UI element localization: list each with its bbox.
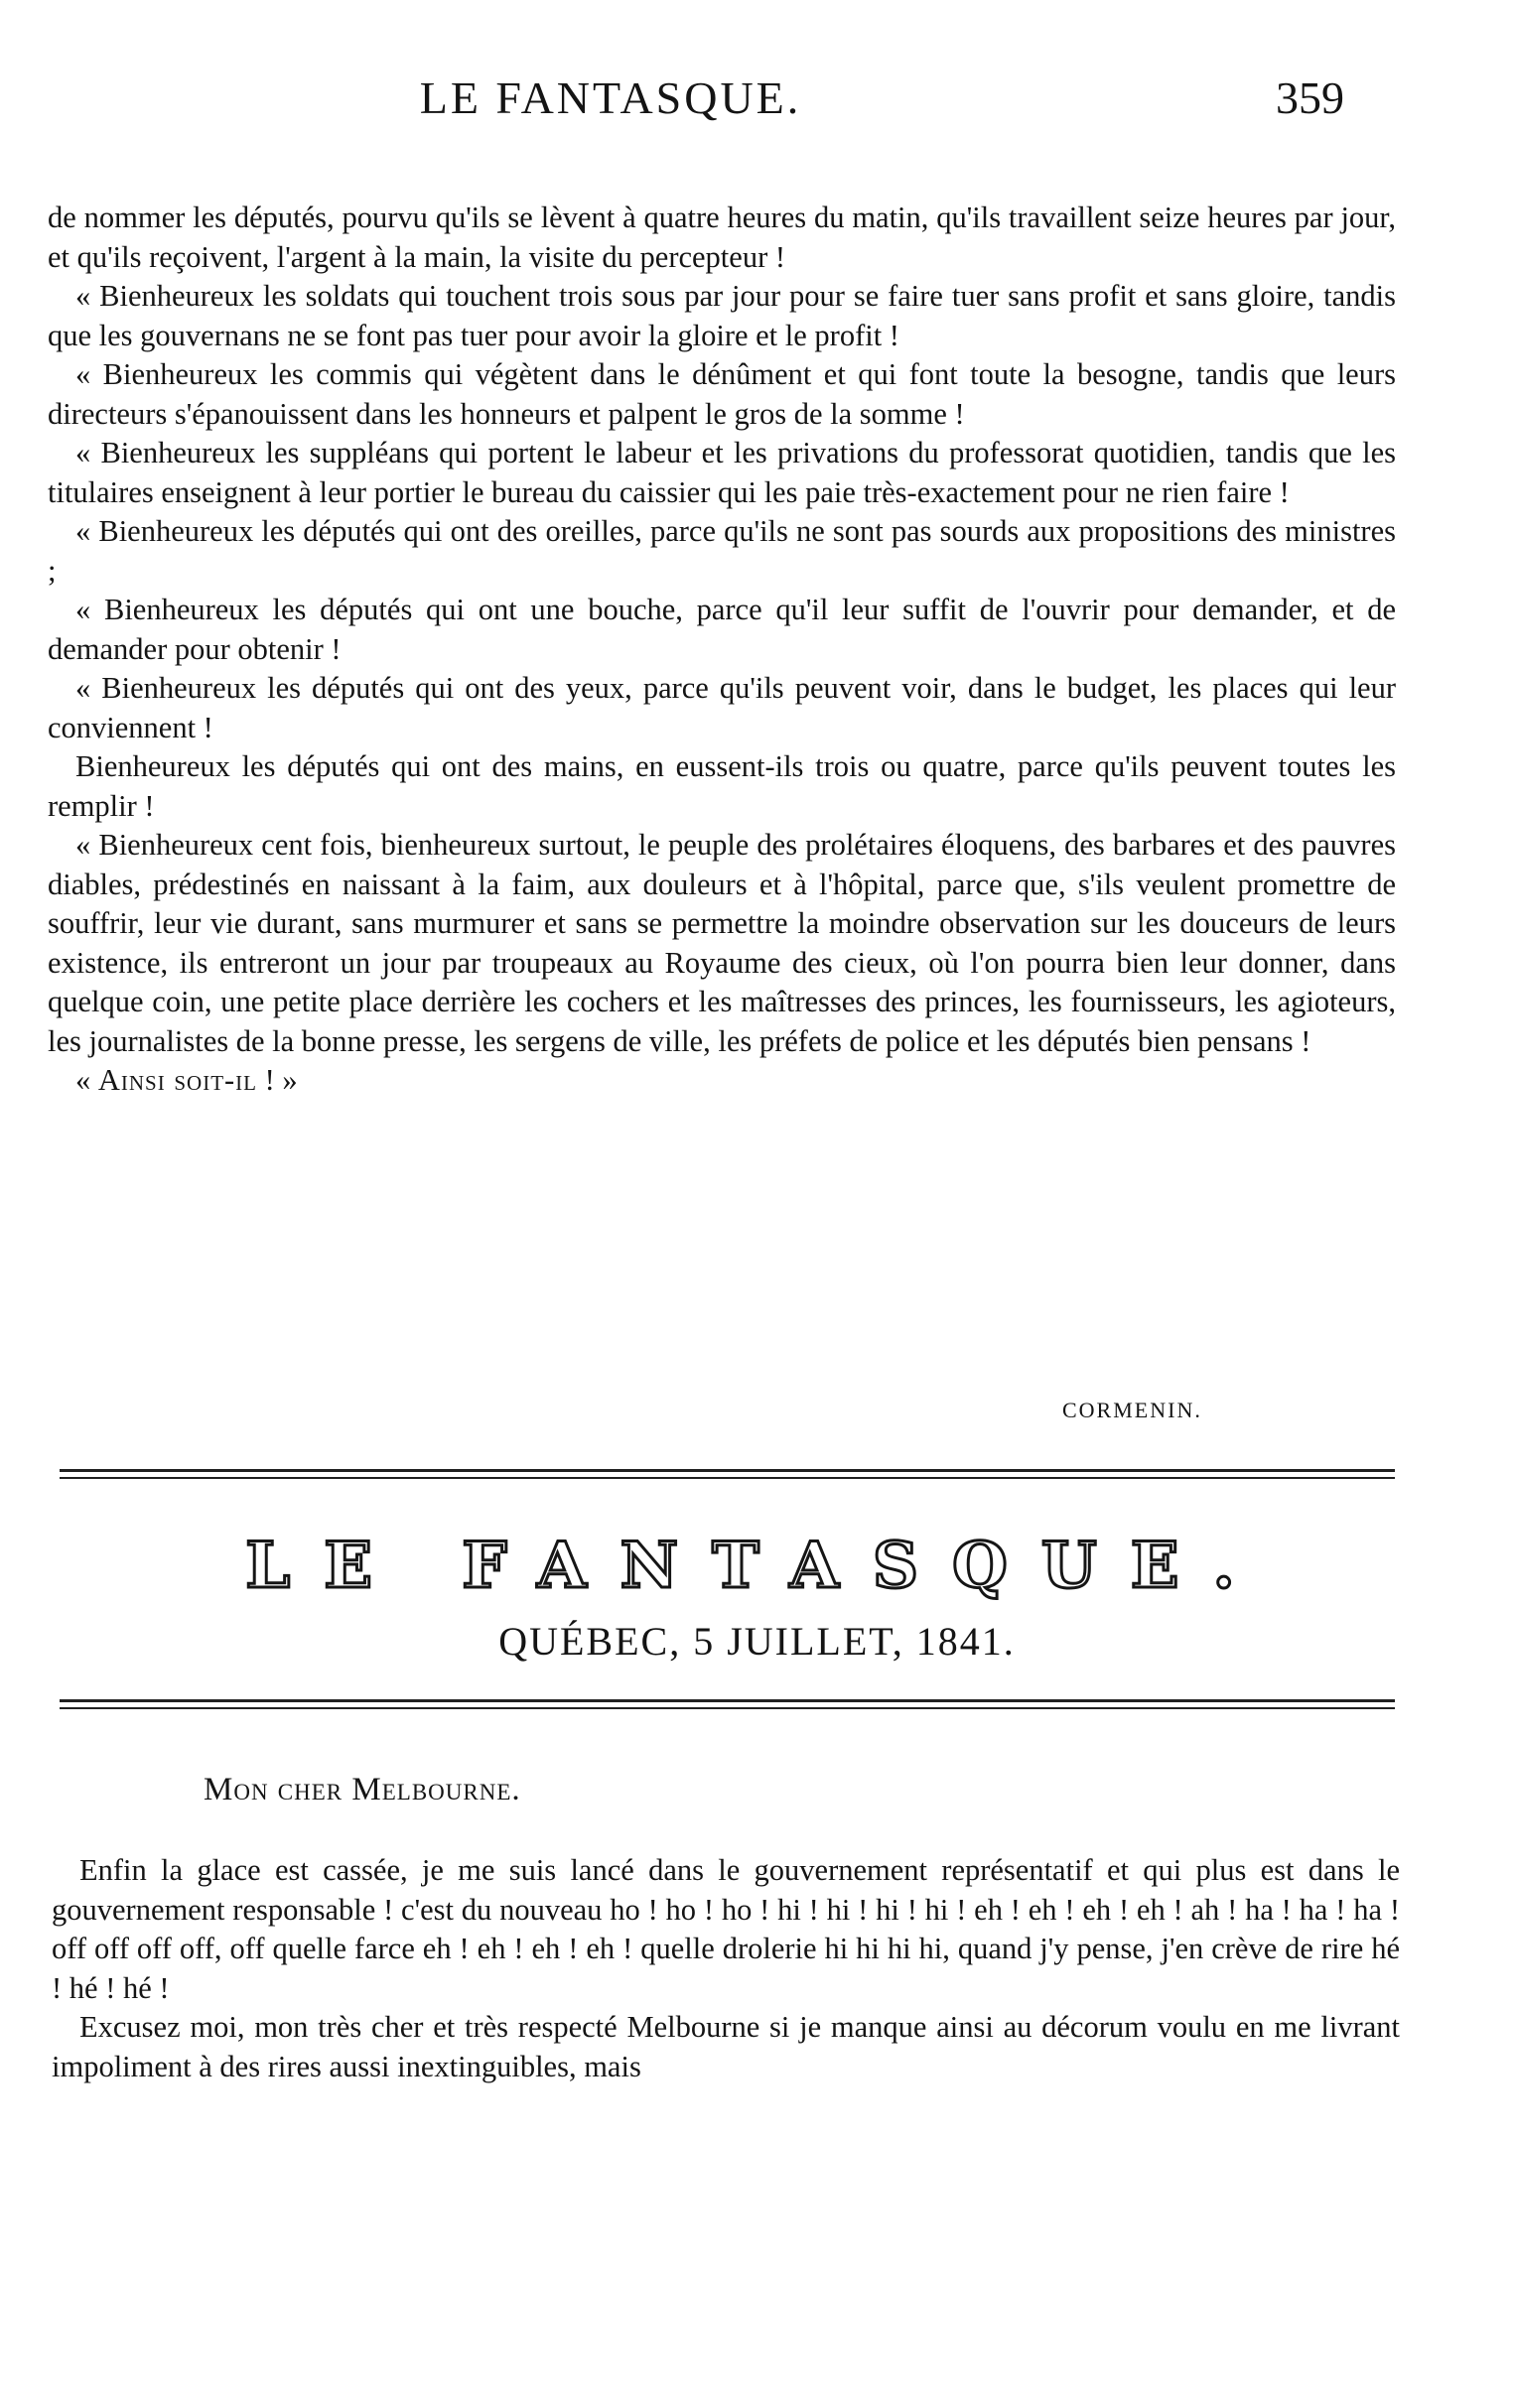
article-top <box>48 199 1396 1101</box>
running-head <box>0 71 1514 131</box>
divider-bottom <box>60 1699 1395 1714</box>
masthead: LE FANTASQUE. <box>245 1529 1269 1603</box>
rule <box>60 1469 1395 1472</box>
paragraph: « Bienheureux les députés qui ont des yeux, parce qu'ils peuvent voir, dans le budget, les places qui leur conviennent ! <box>48 671 1396 744</box>
page-number: 359 <box>1276 72 1344 123</box>
closing-end: ! » <box>257 1063 298 1097</box>
rule <box>60 1699 1395 1702</box>
paragraph: « Bienheureux les députés qui ont une bouche, parce qu'il leur suffit de l'ouvrir pour demander, et de demander pour obtenir ! <box>48 593 1396 666</box>
paragraph: de nommer les députés, pourvu qu'ils se lèvent à quatre heures du matin, qu'ils travaillent seize heures par jour, et qu'ils reçoivent, l'argent à la main, la visite du percepteur ! <box>48 201 1396 274</box>
paragraph: « Bienheureux les soldats qui touchent trois sous par jour pour se faire tuer sans profit et sans gloire, tandis que les gouvernans ne se font pas tuer pour avoir la gloire et le profit ! <box>48 279 1396 352</box>
paragraph: Enfin la glace est cassée, je me suis lancé dans le gouvernement représentatif et qui plus est dans le gouvernement responsable ! c'est du nouveau ho ! ho ! ho ! hi ! hi ! hi ! hi ! eh ! eh ! eh ! eh ! ah ! ha ! ha ! ha ! off off off off, off quelle farce eh ! eh ! eh ! eh ! quelle drolerie hi hi hi hi, quand j'y pense, j'en crève de rire hé ! hé ! hé ! <box>52 1853 1400 2005</box>
paragraph: Excusez moi, mon très cher et très respecté Melbourne si je manque ainsi au décorum voulu en me livrant impoliment à des rires aussi inextinguibles, mais <box>52 2010 1400 2083</box>
running-title: LE FANTASQUE. <box>419 72 802 123</box>
article-bottom <box>52 1851 1400 2086</box>
rule <box>60 1477 1395 1479</box>
paragraph: « Bienheureux cent fois, bienheureux surtout, le peuple des prolétaires éloquens, des barbares et des pauvres diables, prédestinés en naissant à la faim, aux douleurs et à l'hôpital, parce que, s'ils veulent promettre de souffrir, leur vie durant, sans murmurer et sans se permettre la moindre observation sur les douceurs de leurs existence, ils entreront un jour par troupeaux au Royaume des cieux, où l'on pourra bien leur donner, dans quelque coin, une petite place derrière les cochers et les maîtresses des princes, les fournisseurs, les agioteurs, les journalistes de la bonne presse, les sergens de ville, les préfets de police et les députés bien pensans ! <box>48 828 1396 1058</box>
salutation: Mon cher Melbourne. <box>204 1772 521 1807</box>
closing-line <box>48 1061 1396 1101</box>
rule <box>60 1707 1395 1709</box>
closing-open-quote: « <box>75 1063 98 1097</box>
paragraph: « Bienheureux les suppléans qui portent le labeur et les privations du professorat quotidien, tandis que les titulaires enseignent à leur portier le bureau du caissier qui les paie très-exactement pour ne rien faire ! <box>48 436 1396 509</box>
dateline: QUÉBEC, 5 JUILLET, 1841. <box>498 1619 1016 1664</box>
divider-top <box>60 1469 1395 1484</box>
paragraph: Bienheureux les députés qui ont des mains, en eussent-ils trois ou quatre, parce qu'ils peuvent toutes les remplir ! <box>48 749 1396 823</box>
signature: CORMENIN. <box>1062 1398 1202 1422</box>
closing-words: Ainsi soit-il <box>97 1063 258 1097</box>
paragraph: « Bienheureux les commis qui végètent dans le dénûment et qui font toute la besogne, tandis que leurs directeurs s'épanouissent dans les honneurs et palpent le gros de la somme ! <box>48 357 1396 431</box>
paragraph: « Bienheureux les députés qui ont des oreilles, parce qu'ils ne sont pas sourds aux propositions des ministres ; <box>48 514 1396 588</box>
